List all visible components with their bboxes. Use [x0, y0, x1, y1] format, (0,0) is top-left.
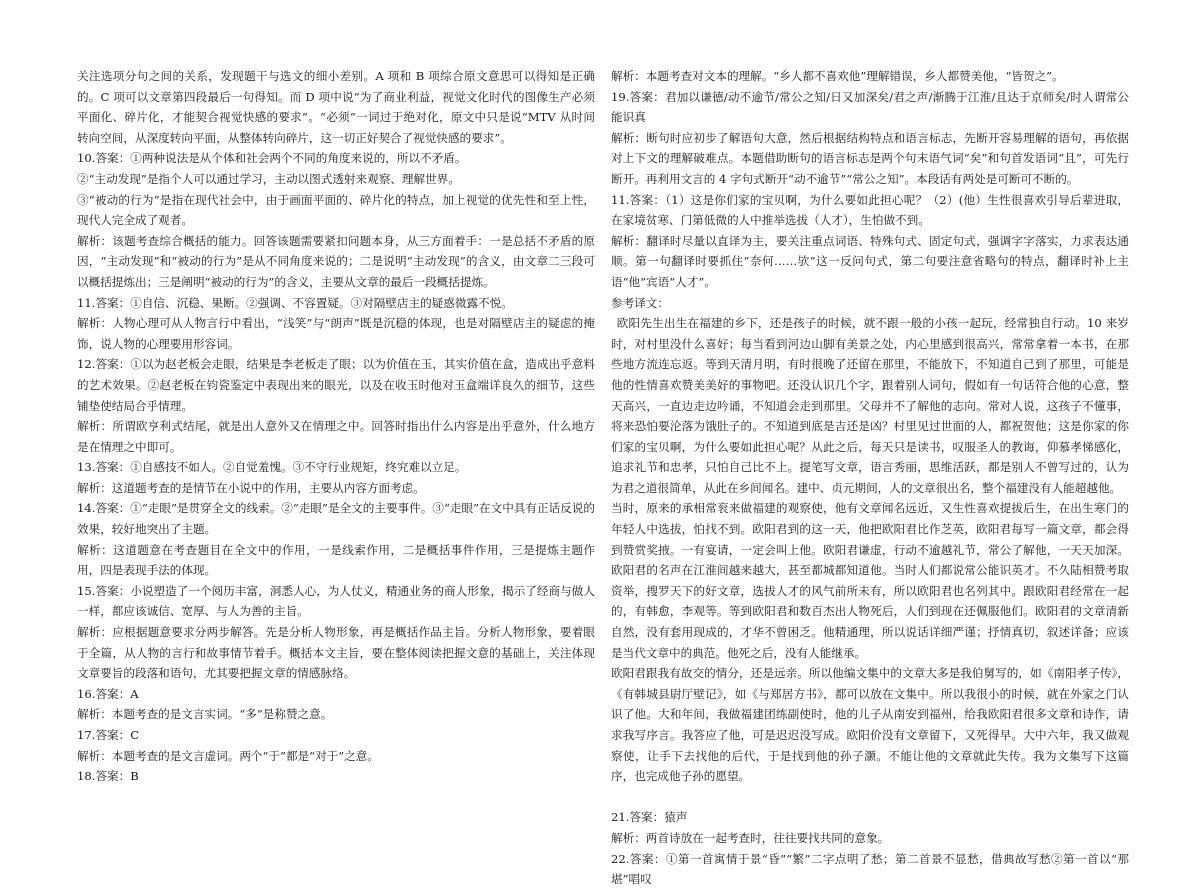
- paragraph: 10.答案：①两种说法是从个体和社会两个不同的角度来说的，所以不矛盾。: [77, 151, 467, 166]
- paragraph: 11.答案：①自信、沉稳、果断。②强调、不容置疑。③对隔壁店主的疑惑微露不悦。: [77, 295, 513, 310]
- paragraph: 18.答案：B: [77, 769, 139, 784]
- paragraph: 22.答案：①第一首寓情于景“昏”“繁”二字点明了愁；第二首景不显愁，借典故写愁②第一首以“那堪”唱叹: [611, 851, 1129, 887]
- paragraph: 解析：应根据题意要求分两步解答。先是分析人物形象，再是概括作品主旨。分析人物形象，要着眼于全篇，从人物的言行和故事情节着手。概括本文主旨，要在整体阅读把握文意的基础上，关注体现文章要旨的段落和语句，尤其要把握文章的情感脉络。: [77, 625, 595, 681]
- paragraph: 解析：断句时应初步了解语句大意，然后根据结构特点和语言标志，先断开容易理解的语句，再依据对上下文的理解破难点。本题借助断句的语言标志是两个句末语气词“矣”和句首发语词“且”，可先行断开。再利用文言的 4 字句式断开“动不逾节”“常公之知”。本段话有两处是可断可不断的。: [611, 130, 1129, 186]
- paragraph: 14.答案：①“走眼”是贯穿全文的线索。②“走眼”是全文的主要事件。③“走眼”在文中具有正话反说的效果，较好地突出了主题。: [77, 501, 595, 537]
- paragraph: 欧阳先生出生在福建的乡下，还是孩子的时候，就不跟一般的小孩一起玩，经常独自行动。10 来岁时，对村里没什么喜好；每当看到河边山脚有美景之处，内心里感到很高兴，常常拿着一本书，在那些地方流连忘返。等到天清月明，有时很晚了还留在那里，不能放下，不知道自己到了那里，可能是他的性情喜欢赞美美好的事物吧。还没认识几个字，跟着别人词句，假如有一句话符合他的心意，整天高兴，一直边走边吟诵，不知道会走到那里。父母并不了解他的志向。常对人说，这孩子不懂事，将来恐怕要沦落为饿肚子的。不知道到底是吉还是凶？村里见过世面的人，都祝贺他；这是你家的你们家的宝贝啊，为什么要如此担心呢？从此之后，每天只是读书，叹服圣人的教诲，仰慕孝悌感化，追求礼节和忠孝，只怕自己比不上。提笔写文章，语言秀丽，思维活跃，都是别人不曾写过的，认为为君之道很简单，从此在乡间闻名。建中、贞元期间，人的文章很出名，整个福建没有人能超越他。: [611, 316, 1129, 495]
- paragraph: 解析：人物心理可从人物言行中看出，“浅笑”与“朗声”既是沉稳的体现，也是对隔壁店主的疑虑的掩饰，说人物的心理要用形容词。: [77, 316, 595, 351]
- paragraph: 欧阳君跟我有故交的情分，还是远亲。所以他编文集中的文章大多是我伯舅写的，如《南阳孝子传》，《有韩城县尉厅壁记》，如《与郑居方书》，都可以放在文集中。所以我很小的时候，就在外家之门认识了他。大和年间，我做福建团练副使时，他的儿子从南安到福州，给我欧阳君很多文章和诗作，请求我写序言。我答应了他，可是迟迟没写成。欧阳价没有文章留下，又死得早。大中六年，我又做观察使，让手下去找他的后代，于是找到他的孙子灏。不能让他的文章就此失传。我为文集写下这篇序，也完成他子孙的愿望。: [611, 666, 1129, 784]
- paragraph: 19.答案：君加以谦德/动不逾节/常公之知/日又加深矣/君之声/渐腾于江淮/且达于京师矣/时人谓常公能识真: [611, 89, 1129, 125]
- paragraph: 解析：本题考查的是文言虚词。两个“于”都是“对于”之意。: [77, 748, 379, 763]
- paragraph: 关注选项分句之间的关系，发现题干与选文的细小差别。A 项和 B 项综合原文意思可以得知是正确的。C 项可以文章第四段最后一句得知。而 D 项中说“为了商业利益，视觉文化时代的图像生产必须平面化、碎片化，才能契合视觉快感的要求”。“必须”一词过于绝对化，原文中只是说“MTV 从时间转向空间，从深度转向平面，从整体转向碎片，这一切正好契合了视觉快感的要求”。: [77, 69, 595, 145]
- paragraph: 解析：本题考查的是文言实词。“多”是称赞之意。: [77, 707, 333, 722]
- paragraph: 解析：该题考查综合概括的能力。回答该题需要紧扣问题本身，从三方面着手：一是总括不矛盾的原因，“主动发现”和“被动的行为”是从不同角度来说的；二是说明“主动发现”的含义，由文章二三段可以概括提炼出；三是阐明“被动的行为”的含义，主要从文章的最后一段概括提炼。: [77, 233, 595, 289]
- paragraph: 11.答案：（1）这是你们家的宝贝啊，为什么要如此担心呢？（2）(他）生性很喜欢引导后辈进取，在家境贫寒、门第低微的人中推举选拔（人才），生怕做不到。: [611, 192, 1129, 228]
- right-column: [611, 66, 1129, 890]
- paragraph: 解析：这道题考查的是情节在小说中的作用，主要从内容方面考虑。: [77, 480, 425, 495]
- paragraph: 17.答案：C: [77, 728, 140, 742]
- paragraph: 解析：两首诗放在一起考查时，往往要找共同的意象。: [611, 830, 890, 845]
- paragraph: 参考译文：: [611, 295, 669, 310]
- paragraph: 12.答案：①以为赵老板会走眼，结果是李老板走了眼；以为价值在玉，其实价值在盒，造成出乎意料的艺术效果。②赵老板在钧瓷鉴定中表现出来的眼光，以及在收玉时他对玉盒端详良久的细节，这些铺垫使结局合乎情理。: [77, 357, 595, 413]
- paragraph: 解析：所谓欧亨利式结尾，就是出人意外又在情理之中。回答时指出什么内容是出乎意外，什么地方是在情理之中即可。: [77, 419, 595, 454]
- paragraph: 21.答案：猿声: [611, 810, 688, 825]
- paragraph: 解析：本题考查对文本的理解。“乡人都不喜欢他”理解错误，乡人都赞美他，“皆贺之”。: [611, 69, 1064, 83]
- paragraph: 13.答案：①自感技不如人。②自觉羞愧。③不守行业规矩，终究难以立足。: [77, 460, 467, 475]
- paragraph: ③“被动的行为”是指在现代社会中，由于画面平面的、碎片化的特点，加上视觉的优先性和至上性，现代人完全成了观者。: [77, 192, 595, 228]
- paragraph: 解析：这道题意在考查题目在全文中的作用，一是线索作用，二是概括事件作用，三是提炼主题作用，四是表现手法的体现。: [77, 542, 595, 578]
- paragraph: ②“主动发现”是指个人可以通过学习，主动以图式透射来观察、理解世界。: [77, 171, 460, 186]
- paragraph: 当时，原来的承相常衮来做福建的观察使，他有文章闻名远近，又生性喜欢提拔后生，在出生寒门的年轻人中选拔，怕找不到。欧阳君到的这一天，他把欧阳君比作芝英，欧阳君每写一篇文章，都会得到赞赏奖掖。一有宴请，一定会叫上他。欧阳君谦虚，行动不逾越礼节，常公了解他，一天天加深。欧阳君的名声在江淮间越来越大，甚至都城都知道他。当时人们都说常公能识英才。不久陆相赞考取资举，搜罗天下的好文章，选拔人才的风气前所未有，所以欧阳君也名列其中。跟欧阳君经常在一起的，有韩愈，李观等。等到欧阳君和数百杰出人物死后，人们到现在还佩服他们。欧阳君的文章清新自然，没有套用现成的，才华不曾困乏。他精通理，所以说话详细严谨；抒情真切，叙述详备；应该是当代文章中的典范。他死之后，没有人能继承。: [611, 501, 1129, 660]
- paragraph: 16.答案：A: [77, 686, 139, 701]
- paragraph: 解析：翻译时尽量以直译为主，要关注重点词语、特殊句式、固定句式，强调字字落实，力求表达通顺。第一句翻译时要抓住“奈何……欤”这一反问句式，第二句要注意省略句的特点，翻译时补上主语“他”宾语“人才”。: [611, 233, 1129, 289]
- paragraph-gap: [611, 787, 1129, 808]
- paragraph: 15.答案：小说塑造了一个阅历丰富，洞悉人心，为人仗义，精通业务的商人形象，揭示了经商与做人一样，都应该诚信、宽厚、与人为善的主旨。: [77, 583, 595, 619]
- left-column: [77, 66, 595, 787]
